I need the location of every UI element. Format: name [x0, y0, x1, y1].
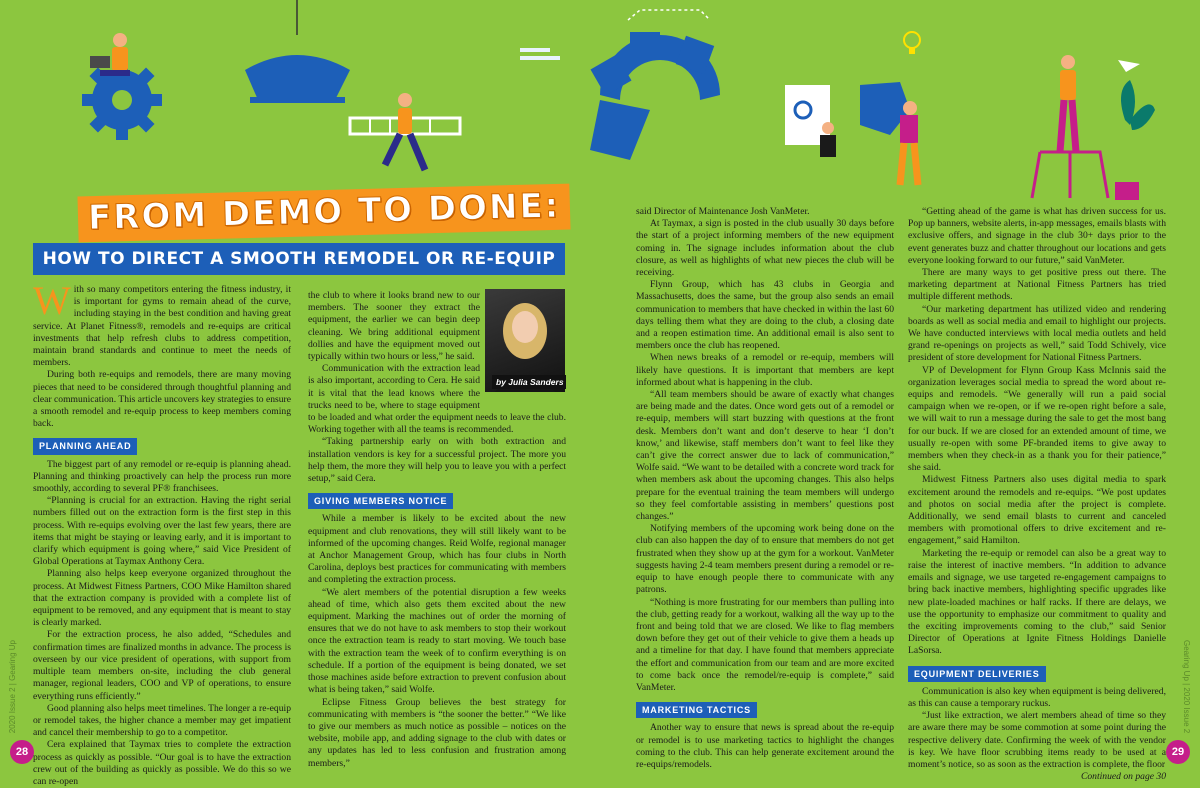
paragraph: “Planning is crucial for an extraction. Having the right serial numbers filled out on the extraction form is the first step in this process. With re-equips evolving over the last few years, there are items that might be staying or leaving early, and it is important to clarify which equipment is going where,” said Vice President of Global Operations at Taymax Anthony Cera. [33, 495, 291, 568]
header-illustration [0, 0, 1200, 200]
section-heading-marketing: MARKETING TACTICS [636, 702, 757, 718]
byline: by Julia Sanders [492, 375, 566, 389]
column-2 [308, 290, 566, 770]
section-heading-equipment: EQUIPMENT DELIVERIES [908, 666, 1046, 682]
paragraph: “Just like extraction, we alert members ahead of time so they are aware there may be some commotion at some point during the respective delivery date. Confirming the week of with the vendor is key. We have floor scrubbing items ready to be used at a moment’s notice, so as soon as the extraction is complete, the floor [908, 710, 1166, 770]
paragraph: “All team members should be aware of exactly what changes are being made and the dates. Once word gets out of a remodel or re-equip, members will start buzzing with questions at the front desk. Members don’t want and don’t deserve to hear ‘I don’t know,’ and likewise, staff members don’t want to feel like they can’t give the correct answer due to lack of communication,” Wolfe said. “We want to be detailed with a concrete word track for when members ask about the upcoming changes. This also helps prepare for the eventual training the team members will undergo so they feel comfortable assisting in members’ questions post changes.” [636, 389, 894, 523]
side-label-left: 2020 Issue 2 | Gearing Up [8, 640, 17, 734]
title-line-2: HOW TO DIRECT A SMOOTH REMODEL OR RE-EQUIP [33, 243, 565, 275]
page-number-right: 29 [1166, 740, 1190, 764]
drop-cap: W [33, 278, 71, 323]
column-1 [33, 278, 291, 788]
lightbulb-icon [904, 32, 920, 54]
title-line-1: FROM DEMO TO DONE: [77, 184, 570, 243]
person-ladder [350, 93, 460, 170]
photo-spacer [480, 290, 566, 408]
paragraph: the club to where it looks brand new to our members. The sooner they extract the equipment, the earlier we can begin deep cleaning. We bring additional equipment dollies and have the equipment moved out typically within two hours or less,” he said. [308, 290, 480, 363]
paragraph: When news breaks of a remodel or re-equip, members will likely have questions. It is important that members are kept informed about what is happening in the club. [636, 352, 894, 388]
paragraph: Flynn Group, which has 43 clubs in Georgia and Massachusetts, does the same, but the group also sends an email communication to members that have checked in within the last 60 days telling them what they are doing to the club, a closing date and a reopen estimation time. An additional email is also sent to members once the club has reopened. [636, 279, 894, 352]
page-number-left: 28 [10, 740, 34, 764]
section-heading-giving: GIVING MEMBERS NOTICE [308, 493, 453, 509]
paragraph: For the extraction process, he also added, “Schedules and confirmation times are finalized months in advance. The process is overseen by our vice president of operations, with support from multiple team members on-site, including the club general manager, regional leaders, COO and VP of operations, to ensure everything runs efficiently.” [33, 629, 291, 702]
paragraph: Eclipse Fitness Group believes the best strategy for communicating with members is “the sooner the better.” “We like to give our members as much notice as possible – notices on the website, mobile app, and adding signage to the club with dates or any updates has led to less confusion and frustration among members,” [308, 696, 566, 769]
column-3 [636, 206, 894, 771]
paper-plane-icon [1118, 60, 1140, 72]
paragraph: Midwest Fitness Partners also uses digital media to spark excitement around the remodels and re-equips. “We post updates and photos on social media after the project is complete. Additionally, we send email blasts to current and canceled members with promotional offers to drive excitement and re-engagement,” said Hamilton. [908, 474, 1166, 547]
paragraph: Communication with the extraction lead is also important, according to Cera. He said it is vital that the lead knows where the trucks need to be, where to stage equipment to be loaded and what order the equipment needs to leave the club. Working together with all the teams is recommended. [308, 363, 566, 436]
paragraph: Marketing the re-equip or remodel can also be a great way to raise the interest of inactive members. “In addition to advance emails and signage, we use targeted re-engagement campaigns to bring back inactive members, highlighting specific upgrades like new plate-loaded machines or half racks. If there are delays, we use the opportunity to emphasize our commitment to quality and the exciting improvements coming to the club,” said Senior Director of Operations at Ignite Fitness Holdings Danielle LaSorsa. [908, 547, 1166, 657]
paragraph: Communication is also key when equipment is being delivered, as this can cause a temporary ruckus. [908, 685, 1166, 709]
paragraph: During both re-equips and remodels, there are many moving pieces that need to be considered through thoughtful planning and clear communication. This article uncovers key strategies to ensure a smooth remodel and re-equip process to keep members coming back. [33, 369, 291, 430]
paragraph: At Taymax, a sign is posted in the club usually 30 days before the start of a project informing members of the new equipment coming in. The signage includes information about the club closure, as well as highlights of what new pieces the club will be receiving. [636, 218, 894, 279]
paragraph: Another way to ensure that news is spread about the re-equip or remodel is to use marketing tactics to highlight the changes coming to the club. This can help generate excitement around the re-equips/remodels. [636, 722, 894, 770]
paragraph: Planning also helps keep everyone organized throughout the process. At Midwest Fitness Partners, COO Mike Hamilton shared that the extraction company is provided with a complete list of equipment to be removed, and any equipment that is meant to stay is clearly marked. [33, 568, 291, 629]
section-heading-planning: PLANNING AHEAD [33, 438, 137, 454]
intro-paragraph: ith so many competitors entering the fitness industry, it is important for gyms to remain ahead of the curve, including staying in the best condition and having great service. At Planet Fitness®, remodels and re-equips are critical investments that help refresh clubs to address competition, maintain brand standards and continue to meet the needs of members. [33, 284, 291, 369]
paragraph: “Nothing is more frustrating for our members than pulling into the club, getting ready for a workout, walking all the way up to the front and being told that we are closed. We like to flag members down before they get out of their vehicle to give them a heads up and a timeline for that day. I have found that members appreciate the effort and communication from our team and are more excited to come back once the remodel/re-equip is complete,” said VanMeter. [636, 596, 894, 693]
gear-icon [590, 32, 720, 160]
paragraph: “Getting ahead of the game is what has driven success for us. Pop up banners, website alerts, in-app messages, emails blasts with exclusive offers, and signage in the club 30+ days prior to the event generates buzz and chatter throughout our locations and gets everyone looking forward to our future,” said VanMeter. [908, 206, 1166, 266]
side-label-right: Gearing Up | 2020 Issue 2 [1182, 640, 1191, 734]
paragraph: VP of Development for Flynn Group Kass McInnis said the organization leverages social media to spread the word about re-equips and remodels. “We generally will run a paid social campaign when we re-open, or if we re-open right before a sale, we will wait to run a message during the sale to get the most bang for our buck. If we are closed for an extended amount of time, we usually re-open with some PF-branded items to give away to members when they check-in as a thank you for their patience,” she said. [908, 364, 1166, 474]
continued-note: Continued on page 30 [1080, 771, 1166, 783]
plant-icon [1115, 80, 1155, 200]
paragraph: “Taking partnership early on with both extraction and installation vendors is key for a successful project. The more you help them, the more they will help you to leave you with a perfect setup,” said Cera. [308, 436, 566, 485]
paragraph: The biggest part of any remodel or re-equip is planning ahead. Planning and thinking proactively can help the process run more smoothly, according to several PF® franchisees. [33, 458, 291, 495]
paragraph: said Director of Maintenance Josh VanMeter. [636, 206, 810, 217]
paragraph: “We alert members of the potential disruption a few weeks ahead of time, which also gets them excited about the new equipment. Marking the machines out of order the morning of ensures that we do not have to ask members to stop their workout once the extraction team is ready to start moving. We touch base with the extraction team the week of to confirm everything is on schedule. If a portion of the equipment is being donated, we set those machines aside before extraction to prevent confusion about what is being taken,” said Wolfe. [308, 586, 566, 696]
paragraph: Good planning also helps meet timelines. The longer a re-equip or remodel takes, the higher chance a member may get impatient and cancel their membership to go to a competitor. [33, 702, 291, 739]
paragraph: “Our marketing department has utilized video and rendering boards as well as social media and email to highlight our projects. We have conducted interviews with local media outlets and held grand re-openings on projects as well,” said Todd Schively, vice president of store development for National Fitness Partners. [908, 303, 1166, 364]
paragraph: There are many ways to get positive press out there. The marketing department at National Fitness Partners has tried multiple different methods. [908, 267, 1166, 303]
paragraph: While a member is likely to be excited about the new equipment and club renovations, they will still likely want to be informed of the upcoming changes. Reid Wolfe, regional manager at Anchor Management Group, which has four clubs in North Carolina, deploys best practices for communicating with members and completing the extraction process. [308, 513, 566, 586]
paragraph: Notifying members of the upcoming work being done on the club can also happen the day of to ensure that members do not get frustrated when they show up at the gym for a workout. VanMeter suggests having 2-4 team members present during a remodel or re-equip to have enough people there to communicate with any patrons. [636, 523, 894, 596]
column-4 [908, 206, 1166, 783]
paragraph: Cera explained that Taymax tries to complete the extraction process as quickly as possible. “Our goal is to have the extraction crew out of the building as quickly as possible. We do this so we can re-open [33, 739, 291, 787]
